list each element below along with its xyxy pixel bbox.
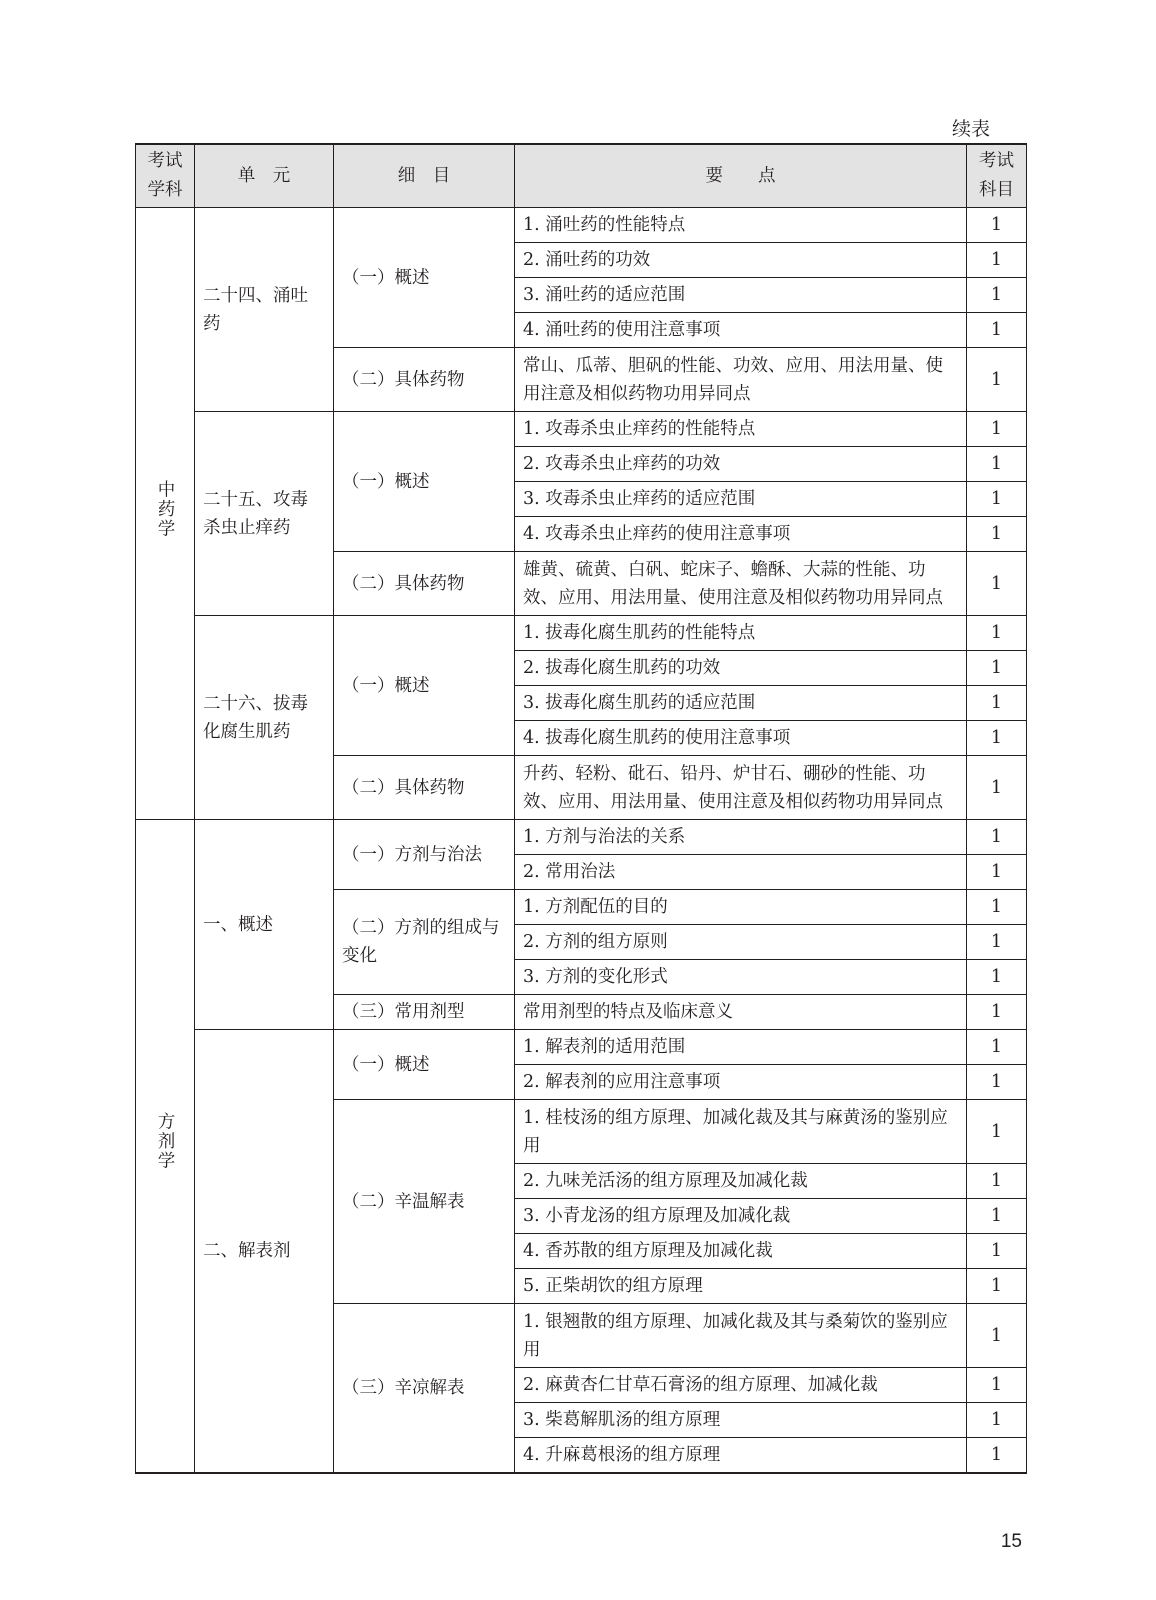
subject-cell-fangjixue: 方剂学 [136,820,195,1473]
header-points: 要 点 [515,144,967,208]
table-row [136,616,1027,651]
point-cell: 3. 攻毒杀虫止痒药的适应范围 [515,482,967,517]
exam-cell: 1 [967,890,1027,925]
point-cell: 4. 攻毒杀虫止痒药的使用注意事项 [515,517,967,552]
exam-cell: 1 [967,1164,1027,1199]
exam-cell: 1 [967,721,1027,756]
point-cell: 4. 香苏散的组方原理及加减化裁 [515,1234,967,1269]
point-cell: 2. 拔毒化腐生肌药的功效 [515,651,967,686]
table-row [136,1030,1027,1065]
point-cell: 2. 解表剂的应用注意事项 [515,1065,967,1100]
subject-cell-zhongyaoxue: 中药学 [136,208,195,820]
exam-cell: 1 [967,855,1027,890]
exam-cell: 1 [967,756,1027,820]
point-cell: 常用剂型的特点及临床意义 [515,995,967,1030]
point-cell: 3. 涌吐药的适应范围 [515,278,967,313]
exam-cell: 1 [967,517,1027,552]
detail-cell: （二）具体药物 [334,348,515,412]
exam-cell: 1 [967,1368,1027,1403]
point-cell: 5. 正柴胡饮的组方原理 [515,1269,967,1304]
exam-cell: 1 [967,1438,1027,1473]
point-cell: 升药、轻粉、砒石、铅丹、炉甘石、硼砂的性能、功效、应用、用法用量、使用注意及相似药物功用异同点 [515,756,967,820]
header-exam: 考试 科目 [967,144,1027,208]
point-cell: 2. 麻黄杏仁甘草石膏汤的组方原理、加减化裁 [515,1368,967,1403]
point-cell: 2. 方剂的组方原则 [515,925,967,960]
point-cell: 3. 柴葛解肌汤的组方原理 [515,1403,967,1438]
header-unit: 单 元 [195,144,334,208]
table-row [136,820,1027,855]
exam-cell: 1 [967,686,1027,721]
detail-cell: （三）常用剂型 [334,995,515,1030]
detail-cell: （一）概述 [334,412,515,552]
exam-cell: 1 [967,208,1027,243]
point-cell: 2. 涌吐药的功效 [515,243,967,278]
point-cell: 2. 攻毒杀虫止痒药的功效 [515,447,967,482]
point-cell: 1. 拔毒化腐生肌药的性能特点 [515,616,967,651]
exam-cell: 1 [967,1030,1027,1065]
exam-cell: 1 [967,1100,1027,1164]
exam-cell: 1 [967,278,1027,313]
detail-cell: （二）辛温解表 [334,1100,515,1304]
exam-cell: 1 [967,651,1027,686]
exam-cell: 1 [967,1403,1027,1438]
detail-cell: （一）概述 [334,1030,515,1100]
exam-cell: 1 [967,995,1027,1030]
exam-cell: 1 [967,960,1027,995]
continued-table-label: 续表 [951,118,990,140]
page-number: 15 [1000,1531,1022,1552]
point-cell: 1. 攻毒杀虫止痒药的性能特点 [515,412,967,447]
point-cell: 雄黄、硫黄、白矾、蛇床子、蟾酥、大蒜的性能、功效、应用、用法用量、使用注意及相似药物功用异同点 [515,552,967,616]
detail-cell: （一）概述 [334,616,515,756]
point-cell: 1. 银翘散的组方原理、加减化裁及其与桑菊饮的鉴别应用 [515,1304,967,1368]
table-header-row [136,144,1027,208]
point-cell: 1. 方剂配伍的目的 [515,890,967,925]
detail-cell: （二）方剂的组成与变化 [334,890,515,995]
detail-cell: （二）具体药物 [334,756,515,820]
exam-cell: 1 [967,243,1027,278]
point-cell: 4. 拔毒化腐生肌药的使用注意事项 [515,721,967,756]
exam-cell: 1 [967,1199,1027,1234]
exam-cell: 1 [967,820,1027,855]
point-cell: 1. 涌吐药的性能特点 [515,208,967,243]
header-detail: 细 目 [334,144,515,208]
unit-cell: 二、解表剂 [195,1030,334,1473]
exam-outline-table [135,143,1027,1474]
detail-cell: （一）概述 [334,208,515,348]
point-cell: 3. 拔毒化腐生肌药的适应范围 [515,686,967,721]
exam-cell: 1 [967,447,1027,482]
header-subject: 考试 学科 [136,144,195,208]
exam-cell: 1 [967,412,1027,447]
exam-cell: 1 [967,1234,1027,1269]
table-row [136,208,1027,243]
point-cell: 常山、瓜蒂、胆矾的性能、功效、应用、用法用量、使用注意及相似药物功用异同点 [515,348,967,412]
unit-cell: 二十五、攻毒杀虫止痒药 [195,412,334,616]
point-cell: 3. 方剂的变化形式 [515,960,967,995]
table-row [136,412,1027,447]
detail-cell: （三）辛凉解表 [334,1304,515,1473]
exam-cell: 1 [967,482,1027,517]
exam-cell: 1 [967,616,1027,651]
exam-cell: 1 [967,552,1027,616]
point-cell: 4. 涌吐药的使用注意事项 [515,313,967,348]
detail-cell: （二）具体药物 [334,552,515,616]
unit-cell: 二十六、拔毒化腐生肌药 [195,616,334,820]
exam-cell: 1 [967,1304,1027,1368]
point-cell: 2. 九味羌活汤的组方原理及加减化裁 [515,1164,967,1199]
exam-cell: 1 [967,313,1027,348]
point-cell: 2. 常用治法 [515,855,967,890]
point-cell: 1. 解表剂的适用范围 [515,1030,967,1065]
exam-cell: 1 [967,925,1027,960]
point-cell: 3. 小青龙汤的组方原理及加减化裁 [515,1199,967,1234]
exam-cell: 1 [967,348,1027,412]
point-cell: 1. 方剂与治法的关系 [515,820,967,855]
detail-cell: （一）方剂与治法 [334,820,515,890]
exam-cell: 1 [967,1065,1027,1100]
exam-cell: 1 [967,1269,1027,1304]
point-cell: 1. 桂枝汤的组方原理、加减化裁及其与麻黄汤的鉴别应用 [515,1100,967,1164]
unit-cell: 一、概述 [195,820,334,1030]
unit-cell: 二十四、涌吐药 [195,208,334,412]
point-cell: 4. 升麻葛根汤的组方原理 [515,1438,967,1473]
